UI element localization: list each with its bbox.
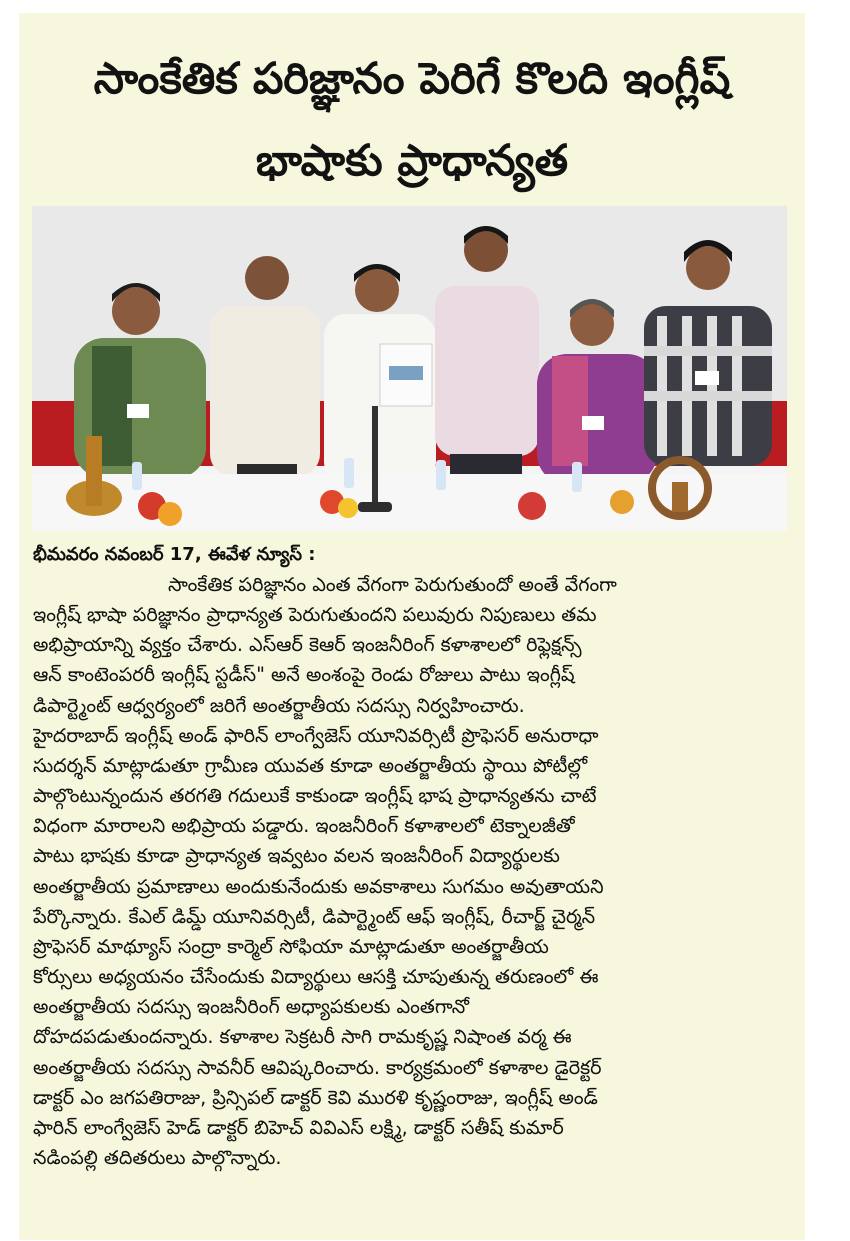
- dateline: భీమవరం నవంబర్ 17, ఈవేళ న్యూస్ :: [33, 544, 316, 565]
- article-line: పేర్కొన్నారు. కేఎల్ డిమ్డ్ యూనివర్సిటీ, డిపార్ట్మెంట్ ఆఫ్ ఇంగ్లీష్, రీచార్జ్ చైర్మన్: [33, 904, 596, 928]
- article-line: సుదర్శన్ మాట్లాడుతూ గ్రామీణ యువత కూడా అంతర్జాతీయ స్థాయి పోటీల్లో: [33, 753, 588, 777]
- headline-line-2: భాషాకు ప్రాధాన్యత: [255, 136, 569, 186]
- article-line: డాక్టర్ ఎం జగపతిరాజు, ప్రిన్సిపల్ డాక్టర్ కెవి మురళి కృష్ణంరాజు, ఇంగ్లీష్ అండ్: [33, 1085, 598, 1109]
- news-clipping: [19, 13, 805, 1240]
- article-body: [33, 540, 793, 1173]
- article-line: అంతర్జాతీయ ప్రమాణాలు అందుకునేందుకు అవకాశాలు సుగమం అవుతాయని: [33, 874, 604, 898]
- article-line: విధంగా మారాలని అభిప్రాయ పడ్డారు. ఇంజనీరింగ్ కళాశాలలో టెక్నాలజీతో: [33, 814, 575, 838]
- group-photo-image: [32, 206, 787, 531]
- article-line: నడింపల్లి తదితరులు పాల్గొన్నారు.: [33, 1145, 282, 1169]
- article-line: సాంకేతిక పరిజ్ఞానం ఎంత వేగంగా పెరుగుతుందో అంతే వేగంగా: [168, 573, 617, 596]
- headline: [19, 13, 805, 208]
- article-line: ఫారిన్ లాంగ్వేజెస్ హెడ్ డాక్టర్ బిహెచ్ వివిఎస్ లక్ష్మి, డాక్టర్ సతీష్ కుమార్: [33, 1115, 564, 1139]
- article-line: పాటు భాషకు కూడా ప్రాధాన్యత ఇవ్వటం వలన ఇంజనీరింగ్ విద్యార్థులకు: [33, 844, 560, 868]
- article-line: ఆన్ కాంటెంపరరీ ఇంగ్లీష్ స్టడీస్" అనే అంశంపై రెండు రోజులు పాటు ఇంగ్లీష్: [33, 663, 575, 687]
- article-line: ప్రొఫెసర్ మాథ్యూస్ సంద్రా కార్మెల్ సోఫియా మాట్లాడుతూ అంతర్జాతీయ: [33, 934, 549, 958]
- article-line: అంతర్జాతీయ సదస్సు ఇంజనీరింగ్ అధ్యాపకులకు ఎంతగానో: [33, 995, 470, 1019]
- article-line: ఇంగ్లీష్ భాషా పరిజ్ఞానం ప్రాధాన్యత పెరుగుతుందని పలువురు నిపుణులు తమ: [33, 603, 597, 627]
- article-line: అభిప్రాయాన్ని వ్యక్తం చేశారు. ఎస్ఆర్ కెఆర్ ఇంజనీరింగ్ కళాశాలలో రిఫ్లెక్షన్స్: [33, 633, 582, 657]
- article-line: పాల్గొంటున్నందున తరగతి గదులుకే కాకుండా ఇంగ్లీష్ భాష ప్రాధాన్యతను చాటే: [33, 784, 597, 808]
- article-line: డిపార్ట్మెంట్ ఆధ్వర్యంలో జరిగే అంతర్జాతీయ సదస్సు నిర్వహించారు.: [33, 693, 525, 717]
- article-line: అంతర్జాతీయ సదస్సు సావనీర్ ఆవిష్కరించారు. కార్యక్రమంలో కళాశాల డైరెక్టర్: [33, 1055, 602, 1079]
- headline-line-1: సాంకేతిక పరిజ్ఞానం పెరిగే కొలది ఇంగ్లీష్: [93, 54, 731, 104]
- article-line: కోర్సులు అధ్యయనం చేసేందుకు విద్యార్థులు ఆసక్తి చూపుతున్న తరుణంలో ఈ: [33, 965, 599, 989]
- article-line: దోహదపడుతుందన్నారు. కళాశాల సెక్రటరీ సాగి రామకృష్ణ నిషాంత వర్మ ఈ: [33, 1025, 572, 1049]
- group-photo: [32, 206, 787, 531]
- article-line: హైదరాబాద్ ఇంగ్లీష్ అండ్ ఫారిన్ లాంగ్వేజెస్ యూనివర్సిటీ ప్రొఫెసర్ అనురాధా: [33, 723, 599, 747]
